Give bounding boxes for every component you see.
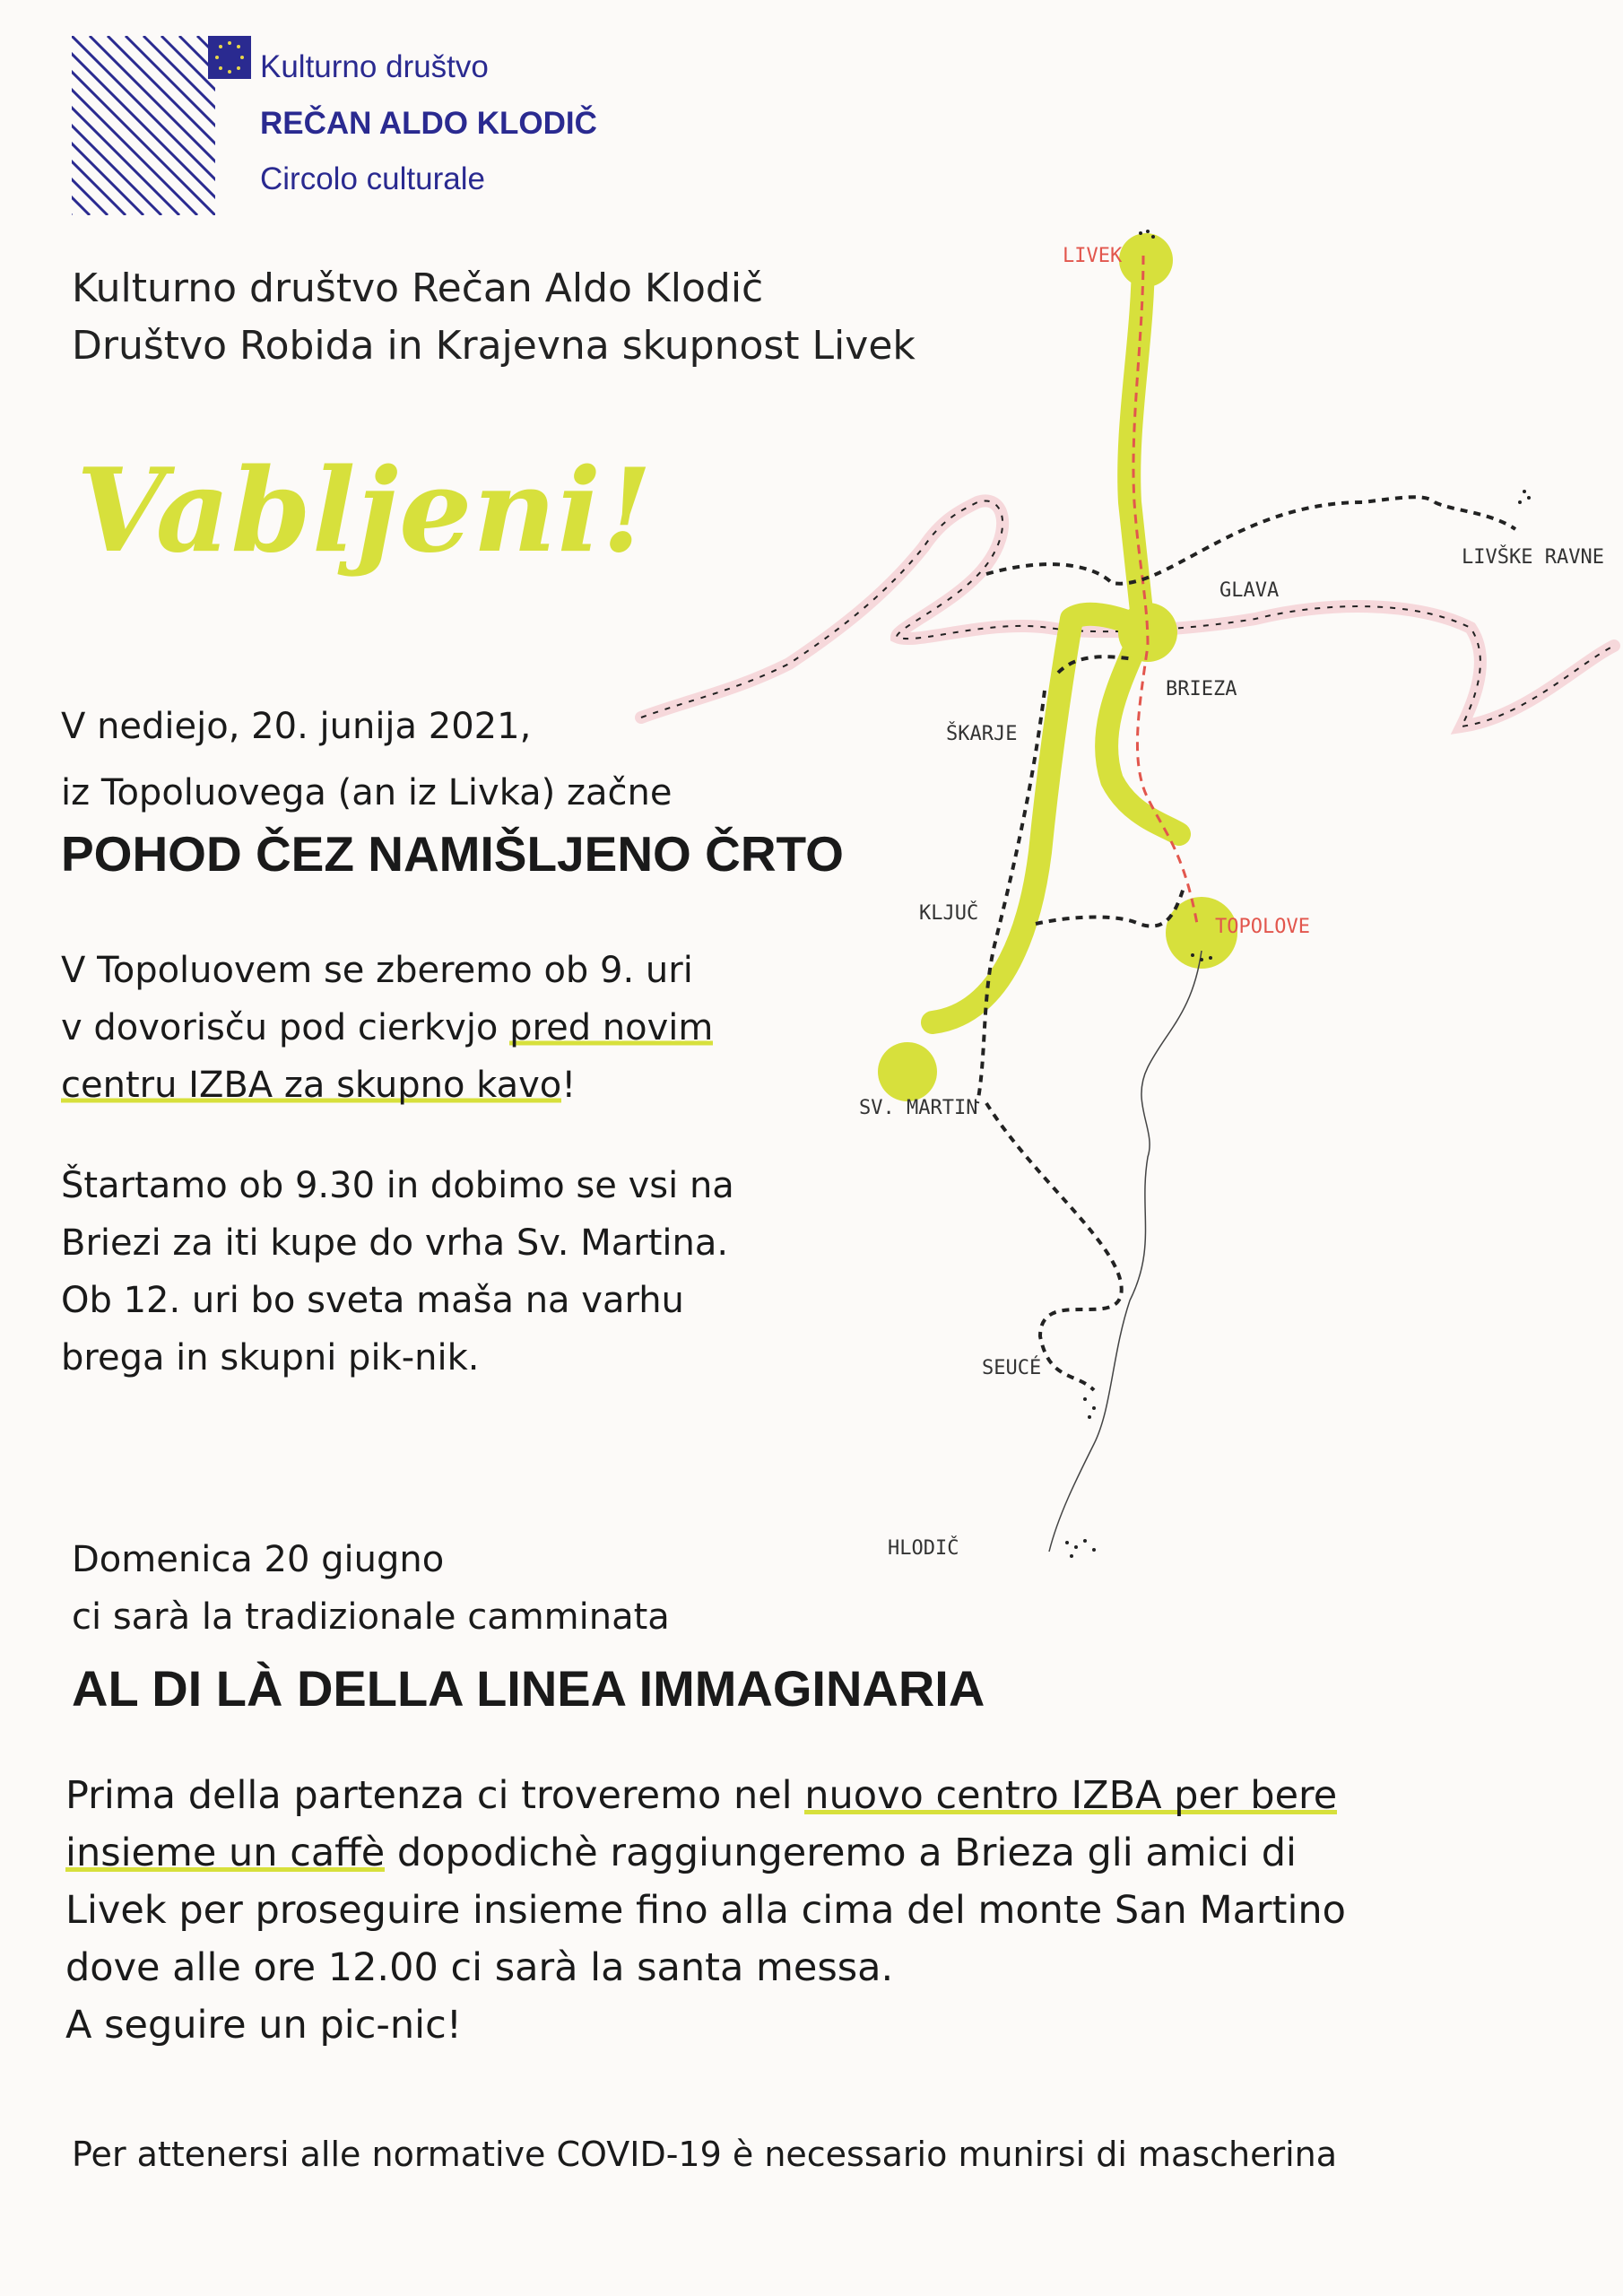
map-label-brieza: BRIEZA [1166,678,1237,700]
it-event-title: AL DI LÀ DELLA LINEA IMMAGINARIA [72,1660,985,1717]
it-body-block [65,1767,1346,2054]
org-name-sl: Kulturno društvo [260,49,489,84]
it-body-line-3: Livek per proseguire insieme fino alla cima del monte San Martino [65,1888,1346,1933]
it-body-line-1 [65,1767,1346,1824]
map-label-kljuc: KLJUČ [919,902,979,925]
it-body-highlight-1: nuovo centro IZBA per bere [804,1773,1338,1818]
map-label-livske-ravne: LIVŠKE RAVNE [1462,546,1604,569]
sl-event-title: POHOD ČEZ NAMIŠLJENO ČRTO [61,826,844,882]
logo-stripes-icon [72,36,251,215]
route-map [628,206,1623,1605]
org-name-it: Circolo culturale [260,161,485,196]
it-body-highlight-2: insieme un caffè [65,1831,386,1875]
organizers-line-2: Društvo Robida in Krajevna skupnost Livek [72,323,916,369]
it-body-line-4: dove alle ore 12.00 ci sarà la santa messa. [65,1945,894,1990]
sl-meet-line-2a: v dovorisču pod cierkvjo [61,1007,510,1048]
sl-meeting-block [61,942,713,1114]
map-label-sv-martin: SV. MARTIN [859,1097,978,1119]
covid-note: Per attenersi alle normative COVID-19 è necessario munirsi di mascherina [72,2135,1338,2174]
sl-meet-highlight-1: pred novim [509,1007,714,1048]
map-label-seuce: SEUCÉ [982,1357,1042,1379]
sl-date-block [61,693,672,826]
it-intro-line-1: Domenica 20 giugno [72,1539,445,1580]
sl-meet-highlight-2: centru IZBA za skupno kavo [61,1065,562,1106]
sl-date-line-2: iz Topoluovega (an iz Livka) začne [61,772,673,813]
it-body-line-2 [65,1824,1346,1882]
logo [72,36,610,215]
it-intro-block [72,1531,670,1646]
sl-meet-line-2 [61,999,713,1057]
dotted-path-kljuc [1036,888,1184,926]
dotted-path-south [986,1103,1122,1390]
it-intro-line-2: ci sarà la tradizionale camminata [72,1596,670,1638]
it-body-line-5: A seguire un pic-nic! [65,2003,462,2048]
map-label-skarje: ŠKARJE [946,723,1018,745]
main-route [1107,256,1179,834]
sl-date-line-1: V nediejo, 20. junija 2021, [61,706,532,747]
sl-meet-line-3b: ! [561,1065,577,1106]
welcome-heading: Vabljeni! [76,444,654,578]
it-body-line-1a: Prima della partenza ci troveremo nel [65,1773,805,1818]
sl-start-line-1: Štartamo ob 9.30 in dobimo se vsi na [61,1165,734,1206]
sl-start-line-4: brega in skupni pik-nik. [61,1337,480,1378]
sl-start-line-2: Briezi za iti kupe do vrha Sv. Martina. [61,1222,729,1264]
map-label-livek: LIVEK [1063,245,1123,267]
sl-meet-line-3 [61,1057,713,1114]
it-body-line-2b: dopodichè raggiungeremo a Brieza gli amici di [385,1831,1298,1875]
map-label-topolove: TOPOLOVE [1215,916,1310,938]
river-line [1049,951,1202,1552]
map-label-glava: GLAVA [1219,579,1280,602]
map-label-hlodic: HLODIČ [888,1537,959,1560]
sl-start-line-3: Ob 12. uri bo sveta maša na varhu [61,1280,684,1321]
livek-dot [1119,233,1173,287]
sl-meet-line-1: V Topoluovem se zberemo ob 9. uri [61,950,693,991]
organizers-line-1: Kulturno društvo Rečan Aldo Klodič [72,265,764,311]
sv-martin-dot [878,1042,937,1101]
org-name-main: REČAN ALDO KLODIČ [260,106,597,141]
